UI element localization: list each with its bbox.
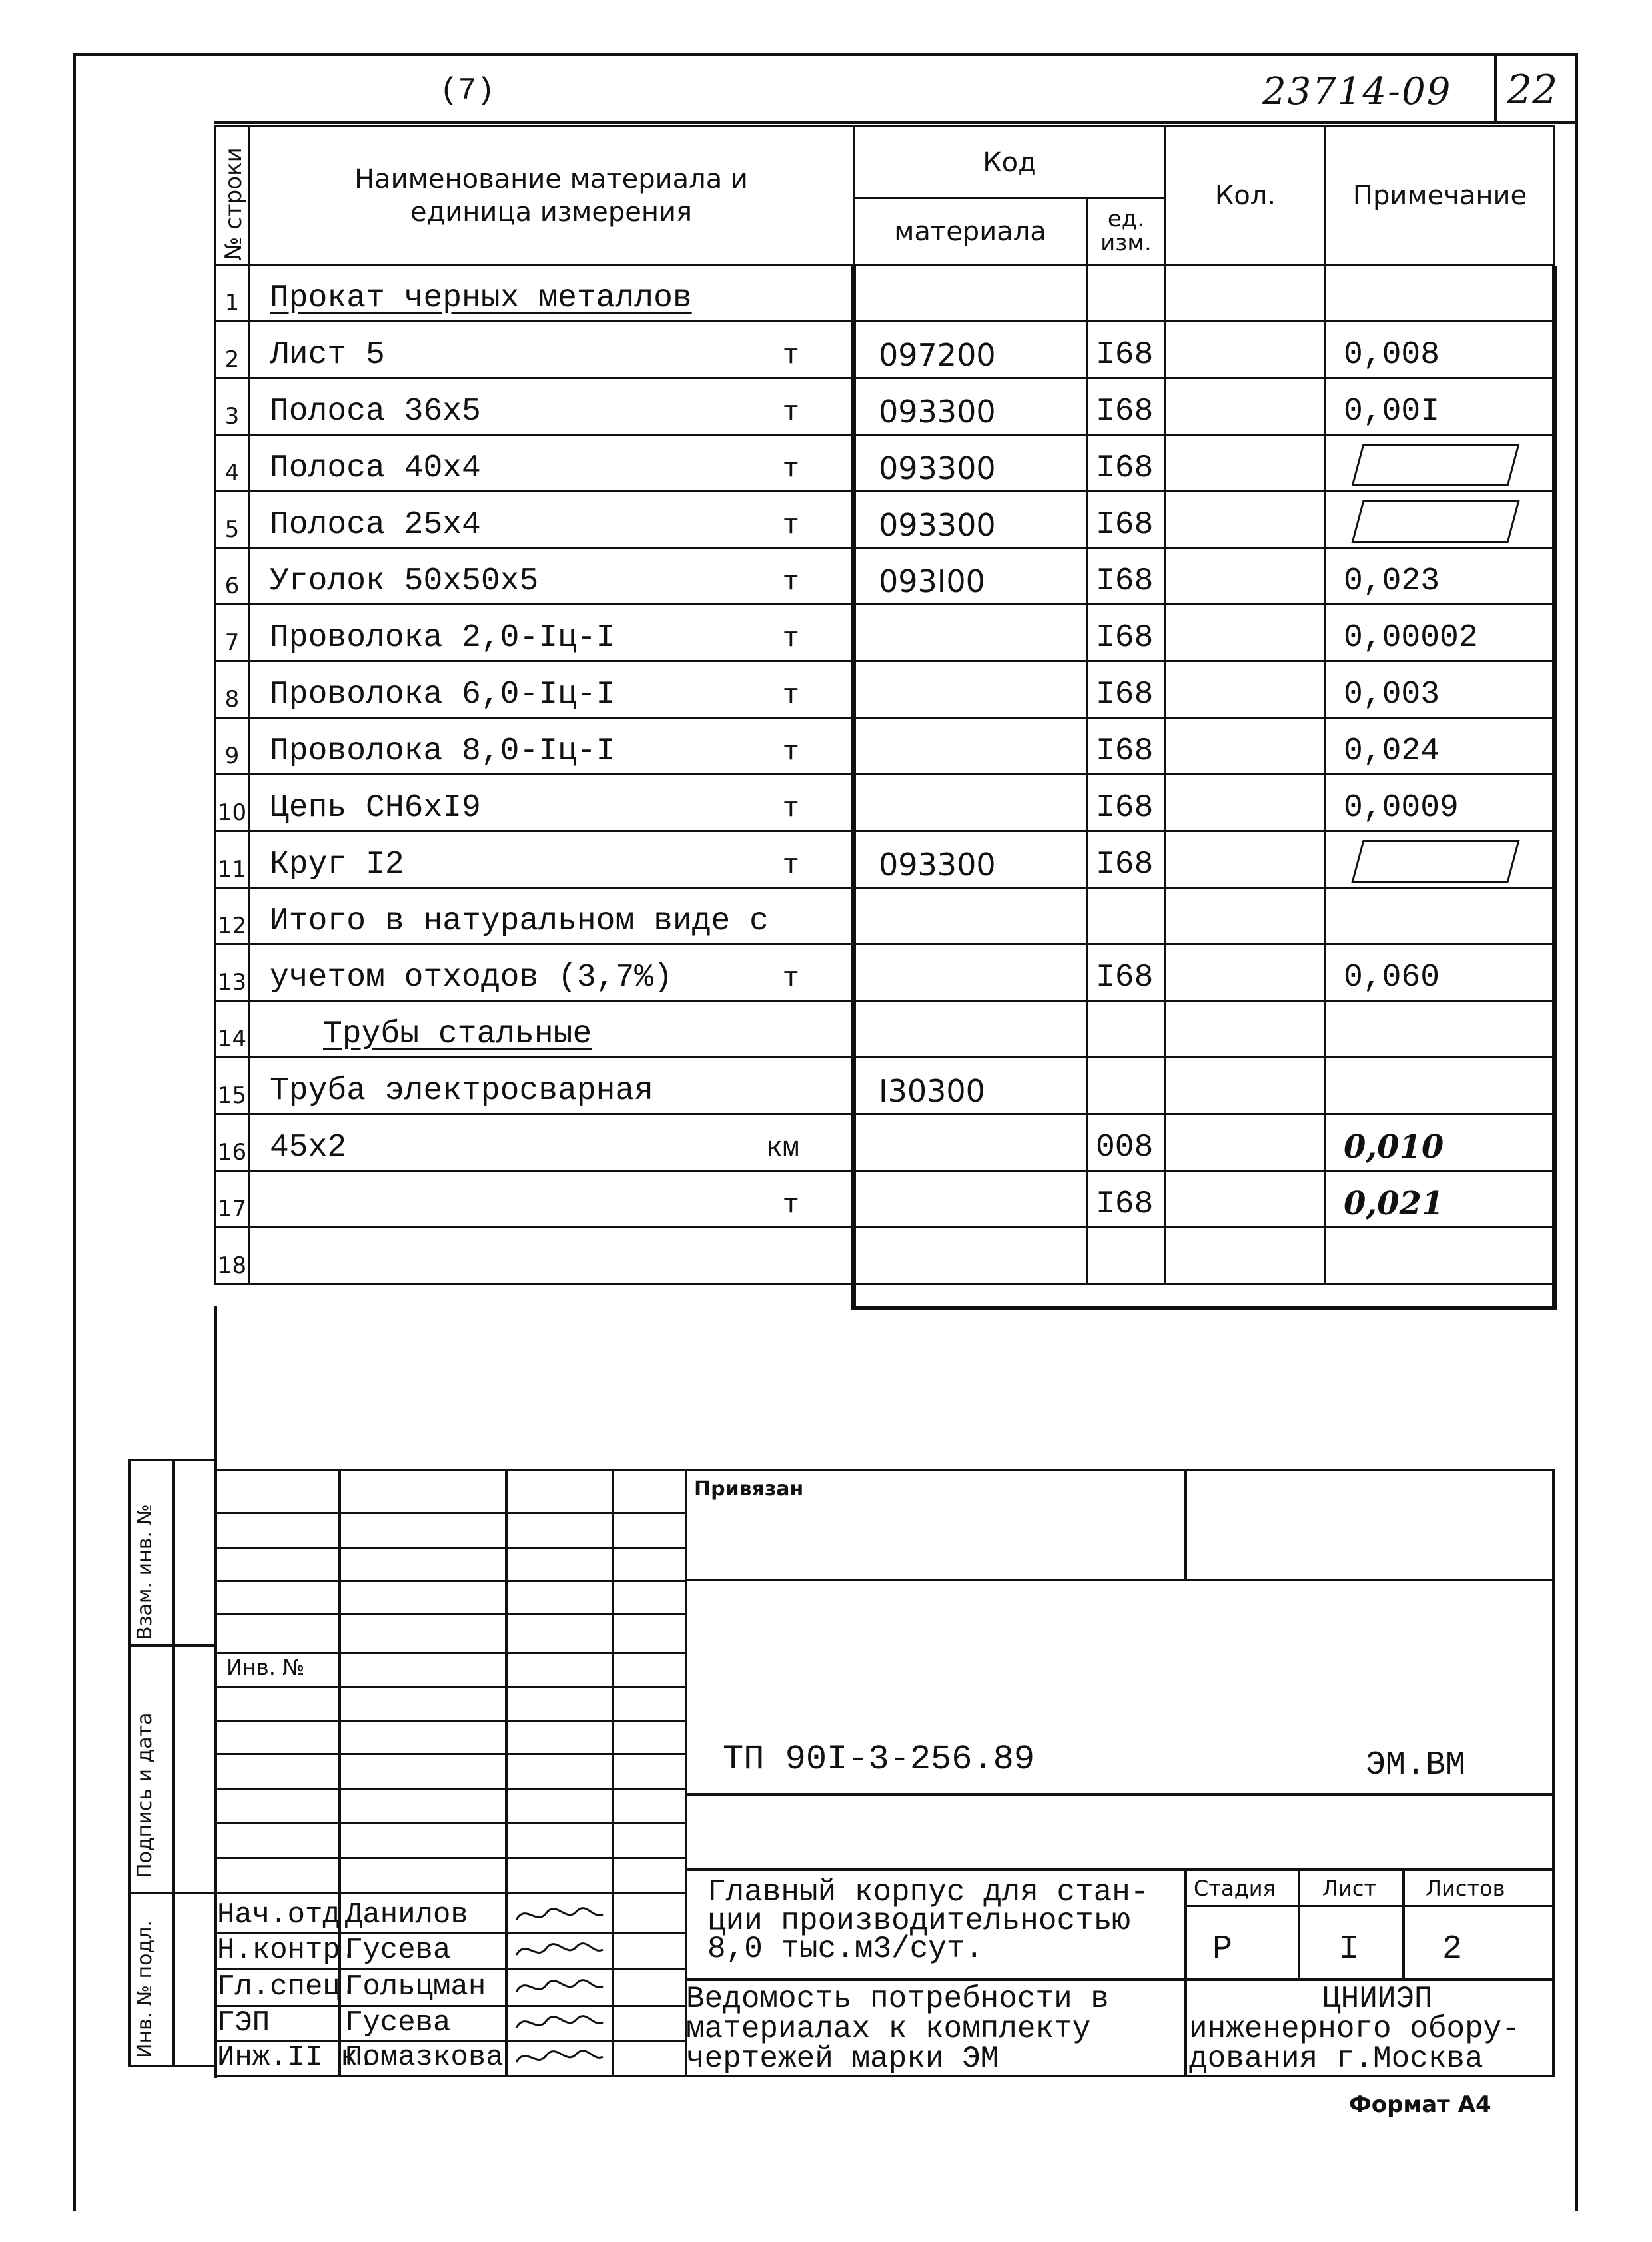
unit-code: I68 — [1087, 831, 1166, 888]
row-number: 6 — [216, 548, 249, 605]
table-row — [216, 944, 1555, 1001]
frame-top-right — [1555, 53, 1575, 56]
side-podpis: Подпись и дата — [133, 1712, 157, 1878]
material-name — [249, 888, 854, 944]
material-unit: т — [782, 793, 799, 825]
col-rownum-label: № строки — [220, 147, 247, 260]
material-name-text: Проволока 6,0-Iц-I — [270, 677, 616, 713]
side-strip-bottom — [128, 2065, 214, 2067]
material-unit: т — [782, 453, 799, 485]
title-line-3: чертежей марки ЭМ — [686, 2042, 999, 2076]
page-marker: (7) — [440, 73, 495, 108]
material-name-text: учетом отходов (3,7%) — [270, 960, 673, 996]
signer-name: Гусева — [345, 1934, 451, 1967]
material-unit: т — [782, 396, 799, 428]
quantity — [1166, 548, 1326, 605]
table-row — [216, 661, 1555, 718]
quantity — [1166, 1058, 1326, 1114]
row-number: 5 — [216, 492, 249, 548]
note — [1326, 1058, 1555, 1114]
signer-name: Данилов — [345, 1898, 468, 1932]
row-number: 13 — [216, 944, 249, 1001]
col-code-header: Код — [854, 127, 1166, 198]
quantity — [1166, 492, 1326, 548]
row-number: 14 — [216, 1001, 249, 1058]
quantity — [1166, 435, 1326, 492]
row-number: 18 — [216, 1228, 249, 1284]
quantity — [1166, 1171, 1326, 1228]
side-strip-line — [128, 1459, 131, 2065]
unit-code: I68 — [1087, 718, 1166, 775]
org-line-1: ЦНИИЭП — [1322, 1982, 1433, 2016]
table-row — [216, 1058, 1555, 1114]
table-row — [216, 265, 1555, 322]
note: 0,024 — [1326, 718, 1555, 775]
material-table — [214, 125, 1555, 1285]
material-name — [249, 718, 854, 775]
empty-box-mark — [1351, 444, 1519, 486]
material-unit: т — [782, 679, 799, 711]
material-code: 093300 — [854, 831, 1087, 888]
unit-code: I68 — [1087, 322, 1166, 378]
table-row — [216, 378, 1555, 435]
material-code: 093300 — [854, 378, 1087, 435]
material-code — [854, 718, 1087, 775]
sheet-number: 22 — [1507, 67, 1558, 113]
row-number: 15 — [216, 1058, 249, 1114]
material-code — [854, 944, 1087, 1001]
signature-mark — [513, 1935, 606, 1966]
doc-code: 23714-09 — [1262, 70, 1452, 113]
material-code — [854, 265, 1087, 322]
unit-code — [1087, 1228, 1166, 1284]
note — [1326, 492, 1555, 548]
material-code — [854, 661, 1087, 718]
note: 0,010 — [1326, 1114, 1555, 1171]
signer-role: Гл.спец. — [217, 1970, 358, 2004]
material-name-text: Круг I2 — [270, 847, 404, 883]
col-name-header — [249, 127, 854, 265]
stage-value: Р — [1212, 1930, 1233, 1968]
quantity — [1166, 605, 1326, 661]
quantity — [1166, 265, 1326, 322]
table-row — [216, 1228, 1555, 1284]
doc-designation: ТП 90I-3-256.89 — [723, 1740, 1035, 1779]
material-name — [249, 265, 854, 322]
material-name — [249, 831, 854, 888]
note: 0,00I — [1326, 378, 1555, 435]
row-number: 10 — [216, 775, 249, 831]
col-name-label: Наименование материала и единица измерения — [354, 163, 748, 228]
material-name-text: Проволока 8,0-Iц-I — [270, 733, 616, 769]
frame-left — [73, 53, 76, 2211]
unit-code: I68 — [1087, 378, 1166, 435]
row-number: 1 — [216, 265, 249, 322]
unit-code — [1087, 1001, 1166, 1058]
unit-code: I68 — [1087, 661, 1166, 718]
material-unit: т — [782, 849, 799, 881]
unit-code: I68 — [1087, 605, 1166, 661]
col-note-header: Примечание — [1326, 127, 1555, 265]
material-code: I30300 — [854, 1058, 1087, 1114]
signer-role: Нач.отд. — [217, 1898, 358, 1932]
org-line-3: дования г.Москва — [1189, 2042, 1483, 2076]
material-name — [249, 435, 854, 492]
quantity — [1166, 775, 1326, 831]
frame-top — [73, 53, 1555, 56]
col-rownum-header — [216, 127, 249, 265]
quantity — [1166, 888, 1326, 944]
material-name — [249, 548, 854, 605]
signature-mark — [513, 1900, 606, 1930]
signature-mark — [513, 1972, 606, 2002]
material-name — [249, 661, 854, 718]
note — [1326, 435, 1555, 492]
material-name-text: Полоса 25x4 — [270, 507, 481, 543]
bold-frame-bottom — [851, 1306, 1557, 1310]
material-name — [249, 1228, 854, 1284]
signature-mark — [513, 2042, 606, 2073]
note: 0,0009 — [1326, 775, 1555, 831]
quantity — [1166, 831, 1326, 888]
row-number: 16 — [216, 1114, 249, 1171]
material-code — [854, 1114, 1087, 1171]
table-row — [216, 775, 1555, 831]
side-inv-podl: Инв. № подл. — [133, 1920, 157, 2058]
signer-role: ГЭП — [217, 2006, 270, 2040]
unit-code — [1087, 888, 1166, 944]
note: 0,023 — [1326, 548, 1555, 605]
material-name — [249, 1058, 854, 1114]
material-name-text: Полоса 36x5 — [270, 394, 481, 430]
object-line-2: ции производительностью — [707, 1904, 1130, 1938]
org-line-2: инженерного обору- — [1189, 2012, 1520, 2046]
material-unit: т — [782, 623, 799, 655]
unit-code: I68 — [1087, 548, 1166, 605]
unit-code: 008 — [1087, 1114, 1166, 1171]
frame-header-line — [214, 121, 1575, 124]
table-row — [216, 435, 1555, 492]
material-unit: т — [782, 566, 799, 598]
material-name — [249, 492, 854, 548]
note: 0,060 — [1326, 944, 1555, 1001]
material-name-text: Проволока 2,0-Iц-I — [270, 620, 616, 656]
material-name — [249, 944, 854, 1001]
material-name-text: Цепь СН6xI9 — [270, 790, 481, 826]
doc-mark: ЭМ.ВМ — [1366, 1746, 1466, 1784]
quantity — [1166, 661, 1326, 718]
material-unit: т — [782, 736, 799, 768]
material-code — [854, 1001, 1087, 1058]
table-row — [216, 718, 1555, 775]
material-code — [854, 1228, 1087, 1284]
unit-code: I68 — [1087, 775, 1166, 831]
row-number: 2 — [216, 322, 249, 378]
table-row — [216, 1001, 1555, 1058]
row-number: 8 — [216, 661, 249, 718]
table-row — [216, 322, 1555, 378]
row-number: 9 — [216, 718, 249, 775]
material-name — [249, 322, 854, 378]
inv-no-label: Инв. № — [226, 1655, 305, 1680]
note: 0,003 — [1326, 661, 1555, 718]
side-vzam: Взам. инв. № — [133, 1504, 157, 1640]
note — [1326, 1001, 1555, 1058]
quantity — [1166, 322, 1326, 378]
table-row — [216, 548, 1555, 605]
row-number: 4 — [216, 435, 249, 492]
material-name-text: Итого в натуральном виде с — [270, 903, 769, 939]
row-number: 11 — [216, 831, 249, 888]
quantity — [1166, 944, 1326, 1001]
material-name — [249, 775, 854, 831]
material-name — [249, 605, 854, 661]
side-strip-div2 — [128, 1892, 214, 1894]
material-code — [854, 888, 1087, 944]
note — [1326, 831, 1555, 888]
quantity — [1166, 1228, 1326, 1284]
quantity — [1166, 718, 1326, 775]
quantity — [1166, 1114, 1326, 1171]
sheet-number-box-left — [1494, 53, 1497, 123]
table-row — [216, 492, 1555, 548]
note — [1326, 265, 1555, 322]
unit-code — [1087, 265, 1166, 322]
col-code-unit-header: ед. изм. — [1087, 198, 1166, 265]
material-unit: т — [782, 340, 799, 372]
title-line-2: материалах к комплекту — [686, 2012, 1091, 2046]
material-name-text: Лист 5 — [270, 337, 385, 373]
row-number: 3 — [216, 378, 249, 435]
side-strip-line-2 — [172, 1459, 175, 2065]
material-code — [854, 605, 1087, 661]
unit-code: I68 — [1087, 944, 1166, 1001]
material-code: 093300 — [854, 435, 1087, 492]
empty-box-mark — [1351, 500, 1519, 543]
material-table-body — [216, 265, 1555, 1284]
material-name — [249, 1171, 854, 1228]
side-strip-top — [128, 1459, 214, 1461]
note: 0,008 — [1326, 322, 1555, 378]
table-row — [216, 1114, 1555, 1171]
sheets-label: Листов — [1426, 1876, 1505, 1901]
privyazan-label: Привязан — [694, 1477, 804, 1501]
sheet-value: I — [1339, 1930, 1360, 1968]
row-number: 17 — [216, 1171, 249, 1228]
frame-right — [1575, 53, 1578, 2211]
quantity — [1166, 1001, 1326, 1058]
note — [1326, 1228, 1555, 1284]
signer-name: Помазкова — [345, 2041, 504, 2074]
unit-code: I68 — [1087, 435, 1166, 492]
signer-name: Гусева — [345, 2006, 451, 2040]
material-name-text: Уголок 50x50x5 — [270, 563, 539, 599]
format-label: Формат А4 — [1349, 2091, 1491, 2118]
col-code-material-header: материала — [854, 198, 1087, 265]
material-name-text: 45x2 — [270, 1130, 347, 1166]
material-name-text: Трубы стальные — [323, 1016, 592, 1052]
material-unit: т — [782, 962, 799, 994]
signer-role: Н.контр. — [217, 1934, 358, 1967]
row-number: 7 — [216, 605, 249, 661]
material-unit: т — [782, 1189, 799, 1221]
unit-code — [1087, 1058, 1166, 1114]
note: 0,021 — [1326, 1171, 1555, 1228]
sheets-value: 2 — [1442, 1930, 1463, 1968]
material-code: 097200 — [854, 322, 1087, 378]
col-qty-header: Кол. — [1166, 127, 1326, 265]
bold-frame-right — [1552, 266, 1557, 1309]
side-strip-div1 — [128, 1644, 214, 1647]
note — [1326, 888, 1555, 944]
material-unit: т — [782, 510, 799, 542]
signature-mark — [513, 2008, 606, 2038]
empty-box-mark — [1351, 840, 1519, 883]
signer-role: Инж.II к. — [217, 2041, 376, 2074]
object-line-1: Главный корпус для стан- — [707, 1875, 1149, 1910]
table-row — [216, 831, 1555, 888]
title-line-1: Ведомость потребности в — [686, 1982, 1109, 2016]
unit-code: I68 — [1087, 492, 1166, 548]
material-unit: км — [765, 1132, 799, 1164]
material-code — [854, 1171, 1087, 1228]
material-name — [249, 378, 854, 435]
unit-code: I68 — [1087, 1171, 1166, 1228]
table-row — [216, 1171, 1555, 1228]
material-name — [249, 1001, 854, 1058]
table-row — [216, 605, 1555, 661]
note: 0,00002 — [1326, 605, 1555, 661]
table-row — [216, 888, 1555, 944]
quantity — [1166, 378, 1326, 435]
material-code: 093300 — [854, 492, 1087, 548]
material-code — [854, 775, 1087, 831]
material-name-text: Труба электросварная — [270, 1073, 654, 1109]
object-line-3: 8,0 тыс.м3/сут. — [707, 1932, 984, 1966]
material-name — [249, 1114, 854, 1171]
material-code: 093I00 — [854, 548, 1087, 605]
sheet-label: Лист — [1322, 1876, 1377, 1901]
material-name-text: Прокат черных металлов — [270, 280, 692, 316]
bold-frame-left — [851, 266, 856, 1309]
signer-name: Гольцман — [345, 1970, 486, 2004]
row-number: 12 — [216, 888, 249, 944]
stage-label: Стадия — [1194, 1876, 1276, 1901]
material-name-text: Полоса 40x4 — [270, 450, 481, 486]
